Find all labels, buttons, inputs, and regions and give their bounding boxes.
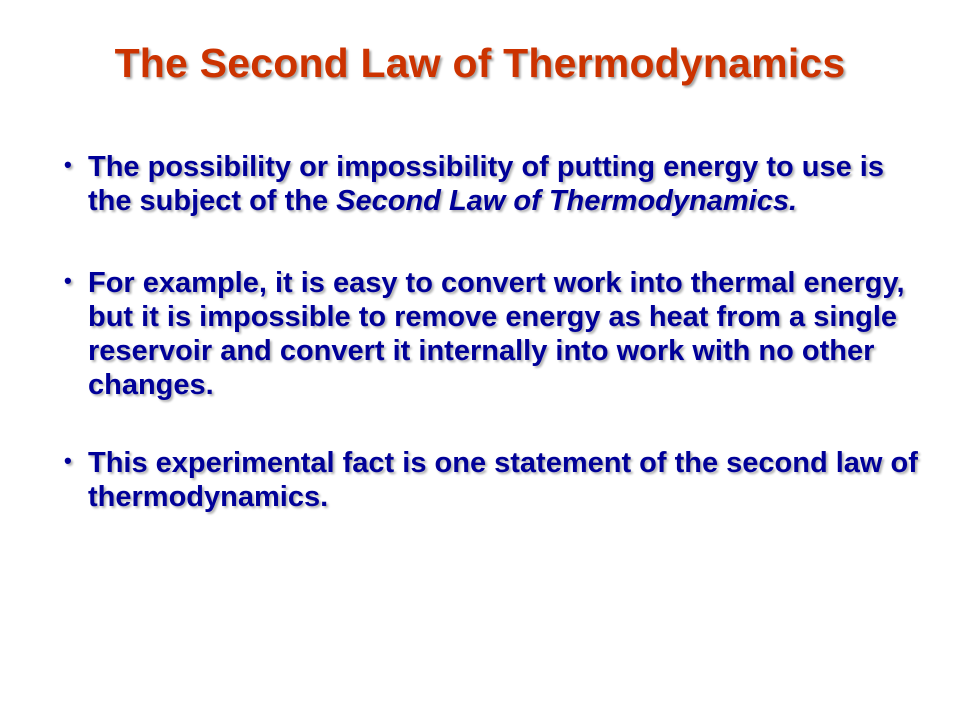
bullet-dot-icon: • — [64, 268, 72, 293]
bullet-text: The possibility or impossibility of putting energy to use is the subject of the — [88, 151, 884, 217]
bullet-item — [64, 266, 934, 402]
bullet-item — [64, 446, 934, 514]
bullet-dot-icon: • — [64, 448, 72, 473]
bullet-text: This experimental fact is one statement of the second law of thermodynamics. — [88, 447, 918, 513]
bullet-emphasis: Second Law of Thermodynamics. — [336, 185, 798, 217]
bullet-list — [64, 150, 934, 514]
bullet-text: For example, it is easy to convert work into thermal energy, but it is impossible to remove energy as heat from a single reservoir and convert it internally into work with no other changes. — [88, 267, 905, 401]
bullet-dot-icon: • — [64, 152, 72, 177]
slide-title: The Second Law of Thermodynamics — [114, 40, 846, 86]
bullet-item — [64, 150, 934, 218]
